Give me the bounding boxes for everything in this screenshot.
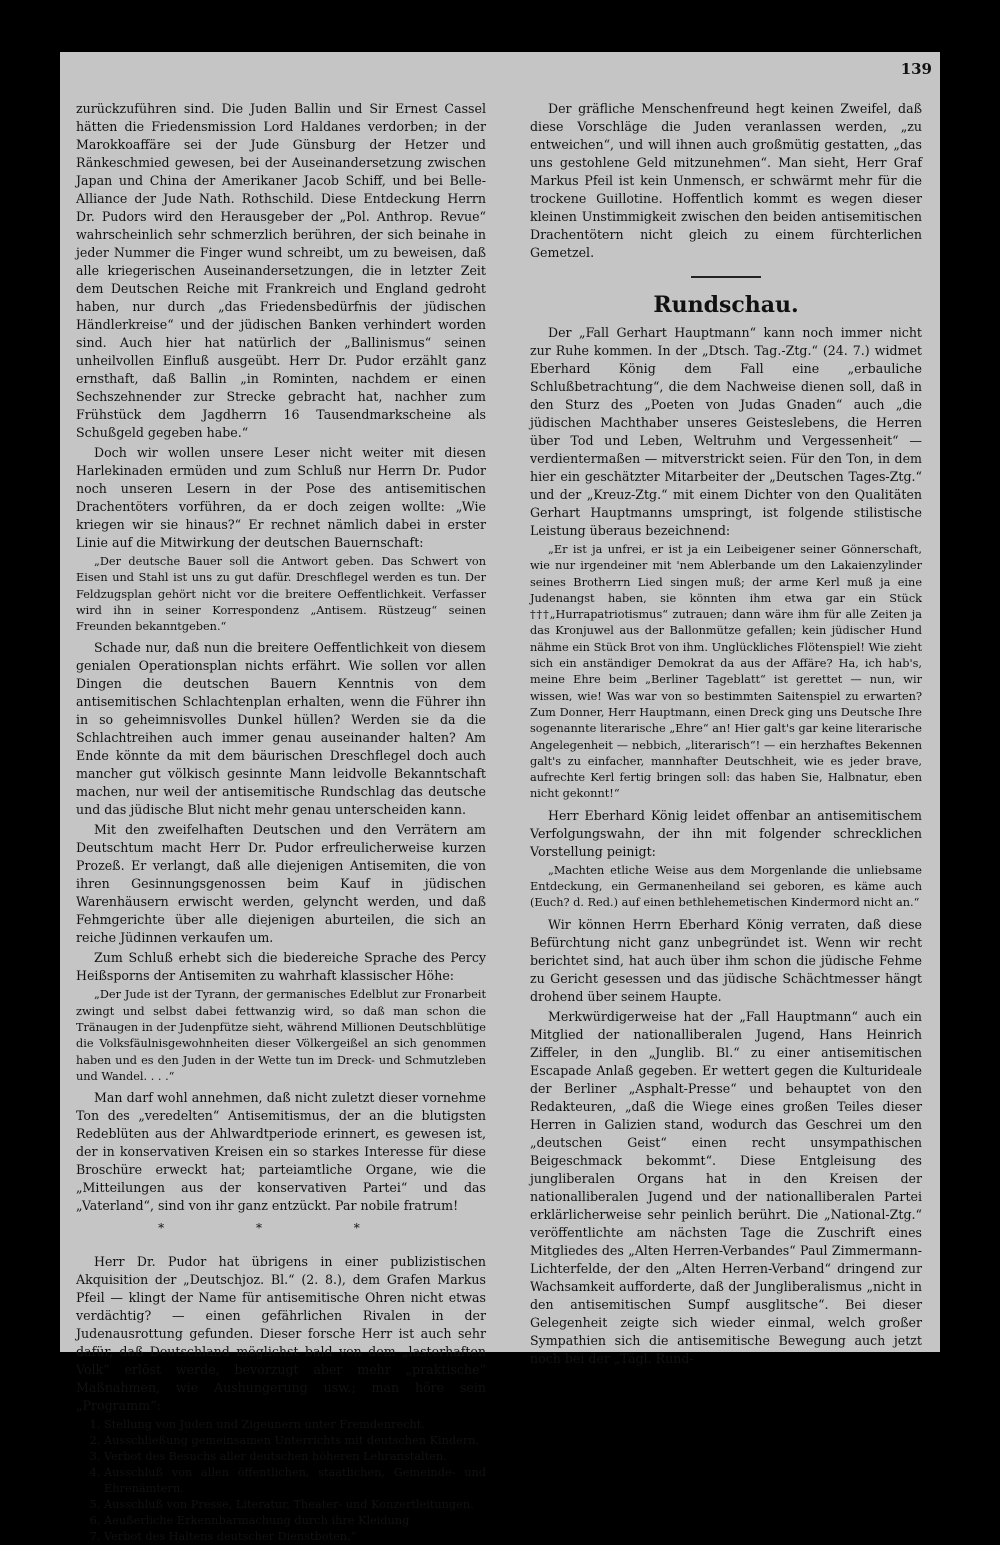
paragraph: Der „Fall Gerhart Hauptmann“ kann noch immer nicht zur Ruhe kommen. In der „Dtsch. Tag.-Ztg.“ (24. 7.) widmet Eberhard König dem Fall eine „erbauliche Schlußbetrachtung“, die dem Nachweise dienen soll, daß in den Sturz des „Poeten von Judas Gnaden“ auch „die jüdischen Machthaber unseres Geisteslebens, die Herren über Tod und Leben, Weltruhm und Vergessenheit“ — verdientermaßen — mitverstrickt seien. Für den Ton, in dem hier ein geschätzter Mitarbeiter der „Deutschen Tages-Ztg.“ und der „Kreuz-Ztg.“ mit einem Dichter von den Qualitäten Gerhart Hauptmanns umspringt, ist folgende stilistische Leistung überaus bezeichnend: <box>530 325 922 538</box>
paragraph: Mit den zweifelhaften Deutschen und den Verrätern am Deutschtum macht Herr Dr. Pudor erfreulicherweise kurzen Prozeß. Er verlangt, daß alle diejenigen Antisemiten, die von ihren Gesinnungsgenossen beim Kauf in jüdischen Warenhäusern erwischt werden, gelyncht werden, und daß Fehmgerichte über alle diejenigen aburteilen, die sich an reiche Jüdinnen verkaufen um. <box>76 822 486 946</box>
section-heading: Rundschau. <box>653 292 799 318</box>
paragraph: zurückzuführen sind. Die Juden Ballin und Sir Ernest Cassel hätten die Friedensmission Lord Haldanes verdorben; in der Marokkoaffäre sei der Jude Günsburg der Hetzer und Ränkeschmied gewesen, bei der Auseinandersetzung zwischen Japan und China der Amerikaner Jacob Schiff, und bei Belle-Alliance der Jude Nath. Rothschild. Diese Entdeckung Herrn Dr. Pudors wird den Herausgeber der „Pol. Anthrop. Revue“ wahrscheinlich sehr schmerzlich berühren, der sich beinahe in jeder Nummer die Finger wund schreibt, um zu beweisen, daß alle kriegerischen Auseinandersetzungen, die in letzter Zeit dem Deutschen Reiche mit Frankreich und England gedroht haben, nur durch „das Friedensbedürfnis der jüdischen Händlerkreise“ und der jüdischen Banken verhindert worden sind. Auch hier hat natürlich der „Ballinismus“ seinen unheilvollen Einfluß ausgeübt. Herr Dr. Pudor erzählt ganz ernsthaft, daß Ballin „in Rominten, nachdem er einen Sechszehnender zur Strecke gebracht hat, nachher zum Frühstück dem Jagdherrn 16 Tausendmarkscheine als Schußgeld gegeben habe.“ <box>76 101 486 440</box>
page-number: 139 <box>900 60 932 78</box>
paragraph: Herr Dr. Pudor hat übrigens in einer publizistischen Akquisition der „Deutschjoz. Bl.“ (2. 8.), dem Grafen Markus Pfeil — klingt der Name für antisemitische Ohren nicht etwas verdächtig? — einen gefährlichen Rivalen in der Judenausrottung gefunden. Dieser forsche Herr ist auch sehr dafür, daß Deutschland möglichst bald von dem „lasterhaften Volk“ erlöst werde, bevorzugt aber mehr „praktische“ Maßnahmen, wie Aushungerung usw.; man höre sein „Programm“: <box>76 1254 486 1414</box>
right-column <box>530 100 922 1370</box>
paragraph: Der gräfliche Menschenfreund hegt keinen Zweifel, daß diese Vorschläge die Juden veranlassen werden, „zu entweichen“, und will ihnen auch großmütig gestatten, „das uns gestohlene Geld mitzunehmen“. Man sieht, Herr Graf Markus Pfeil ist kein Unmensch, er schwärmt mehr für die trockene Guillotine. Hoffentlich kommt es wegen dieser kleinen Unstimmigkeit zwischen den beiden antisemitischen Drachentötern nicht gleich zu einem fürchterlichen Gemetzel. <box>530 101 922 260</box>
paragraph: Herr Eberhard König leidet offenbar an antisemitischem Verfolgungswahn, der ihn mit folgender schrecklichen Vorstellung peinigt: <box>530 807 922 859</box>
paragraph: Wir können Herrn Eberhard König verraten, daß diese Befürchtung nicht ganz unbegründet ist. Wenn wir recht berichtet sind, hat auch über ihm schon die jüdische Fehme zu Gericht gesessen und das jüdische Schächtmesser hängt drohend über seinem Haupte. <box>530 916 922 1004</box>
paragraph: Merkwürdigerweise hat der „Fall Hauptmann“ auch ein Mitglied der nationalliberalen Jugend, Hans Heinrich Ziffeler, in den „Junglib. Bl.“ zu einer antisemitischen Escapade Anlaß gegeben. Er wettert gegen die Kulturideale der Berliner „Asphalt-Presse“ und behauptet von den Redakteuren, „daß die Wiege eines großen Teiles dieser Herren in Galizien stand, wodurch das Geschrei um den „deutschen Geist“ einen recht unsympathischen Beigeschmack bekommt“. Diese Entgleisung des jungliberalen Organs hat in den Kreisen der nationalliberalen Jugend und der nationalliberalen Partei erklärlicherweise sehr peinlich berührt. Die „National-Ztg.“ veröffentlichte am nächsten Tage die Zuschrift eines Mitgliedes des „Alten Herren-Verbandes“ Paul Zimmermann-Lichterfelde, der den „Alten Herren-Verband“ dringend zur Wachsamkeit aufforderte, daß der Jungliberalismus „nicht in den antisemitischen Sumpf ausglitsche“. Bei dieser Gelegenheit zeigte sich wieder einmal, welch großer Sympathien sich die antisemitische Bewegung auch jetzt noch bei der „Tägl. Rund- <box>530 1008 922 1366</box>
block-quote: „Er ist ja unfrei, er ist ja ein Leibeigener seiner Gönnerschaft, wie nur irgendeiner mit 'nem Ablerbande um den Lakaienzylinder seines Brotherrn Lied singen muß; der arme Kerl muß ja eine Judenangst haben, sie könnten ihm etwa gar ein Stück †††„Hurrapatriotismus“ zutrauen; dann wäre ihm für alle Zeiten ja das Kronjuwel aus der Ballonmütze gefallen; kein jüdischer Hund nähme ein Stück Brot von ihm. Unglückliches Flötenspiel! Wie zieht sich ein anständiger Demokrat da aus der Affäre? Ha, ich hab's, meine Ehre beim „Berliner Tageblatt“ ist gerettet — nun, wir wissen, wie! Was war von so bestimmten Saitenspiel zu erwarten? Zum Donner, Herr Hauptmann, einen Dreck ging uns Deutsche Ihre sogenannte literarische „Ehre“ an! Hier galt's gar keine literarische Angelegenheit — nebbich, „literarisch“! — ein herzhaftes Bekennen galt's zu einfacher, mannhafter Deutschheit, wie es jeder brave, aufrechte Kerl fertig bringen soll: das haben Sie, Halbnatur, eben nicht gekonnt!“ <box>530 543 922 801</box>
list-item: 4. Ausschluß von allen öffentlichen, staatlichen, Gemeinde- und Ehrenämtern. <box>104 1465 486 1497</box>
paragraph: Zum Schluß erhebt sich die biedereiche Sprache des Percy Heißsporns der Antisemiten zu wahrhaft klassischer Höhe: <box>76 950 486 984</box>
list-item: 1. Stellung von Juden und Zigeunern unter Fremdenrecht. <box>104 1417 486 1433</box>
newspaper-page <box>60 52 940 1544</box>
list-item: 3. Verbot des Besuchs aller deutschen höheren Lehranstalten. <box>104 1449 486 1465</box>
paragraph: Doch wir wollen unsere Leser nicht weiter mit diesen Harlekinaden ermüden und zum Schluß nur Herrn Dr. Pudor noch unseren Lesern in der Pose des antisemitischen Drachentöters vorführen, da er doch zeigen wollte: „Wie kriegen wir sie hinaus?“ Er rechnet nämlich dabei in erster Linie auf die Mitwirkung der deutschen Bauernschaft: <box>76 445 486 550</box>
list-item: 6. Aeußerliche Erkennbarmachung durch ihre Kleidung <box>104 1513 486 1529</box>
list-item: 5. Ausschluß von Presse, Literatur, Theater- und Konzertleitungen. <box>104 1497 486 1513</box>
program-list <box>76 1417 486 1545</box>
list-item: 7. Verbot des Haltens deutscher Dienstboten.“ <box>104 1529 486 1545</box>
left-column <box>76 100 486 1545</box>
block-quote: „Der Jude ist der Tyrann, der germanisches Edelblut zur Fronarbeit zwingt und selbst dabei fettwanzig wird, so daß man schon die Tränaugen in der Judenpfütze sieht, während Millionen Deutschblütige die Volksfäulnisgewohnheiten dieser Völkergeißel an sich genommen haben und es den Juden in der Wette tun im Dreck- und Schmutzleben und Wandel. . . .“ <box>76 988 486 1083</box>
paragraph: Man darf wohl annehmen, daß nicht zuletzt dieser vornehme Ton des „veredelten“ Antisemitismus, der an die blutigsten Redeblüten aus der Ahlwardtperiode erinnert, es gewesen ist, der in konservativen Kreisen ein so starkes Interesse für diese Broschüre erweckt hat; parteiamtliche Organe, wie die „Mitteilungen aus der konservativen Partei“ und das „Vaterland“, sind von ihr ganz entzückt. Par nobile fratrum! <box>76 1090 486 1214</box>
paragraph: Schade nur, daß nun die breitere Oeffentlichkeit von diesem genialen Operationsplan nichts erfährt. Wie sollen vor allen Dingen die deutschen Bauern Kenntnis von dem antisemitischen Schlachtenplan erhalten, wenn die Führer ihn in so geheimnisvolles Dunkel hüllen? Werden sie da die Schlachtreihen auch immer genau auseinander halten? Am Ende könnte da mit dem bäurischen Dreschflegel doch auch mancher gut völkisch gesinnte Mann leidvolle Bekanntschaft machen, nur weil der antisemitische Rundschlag das deutsche und das jüdische Blut nicht mehr genau unterscheiden kann. <box>76 640 486 818</box>
list-item: 2. Ausschließung gemeinsamen Unterrichts mit deutschen Kindern. <box>104 1433 486 1449</box>
block-quote: „Machten etliche Weise aus dem Morgenlande die unliebsame Entdeckung, ein Germanenheiland sei geboren, es käme auch (Euch? d. Red.) auf einen bethlehemetischen Kindermord nicht an.“ <box>530 863 922 910</box>
block-quote: „Der deutsche Bauer soll die Antwort geben. Das Schwert von Eisen und Stahl ist uns zu gut dafür. Dreschflegel werden es tun. Der Feldzugsplan gehört nicht vor die breitere Oeffentlichkeit. Verfasser wird ihn in seiner Korrespondenz „Antisem. Rüstzeug“ seinen Freunden bekanntgeben.“ <box>76 555 486 634</box>
section-divider: * * * <box>158 1221 404 1236</box>
horizontal-rule <box>691 276 761 278</box>
